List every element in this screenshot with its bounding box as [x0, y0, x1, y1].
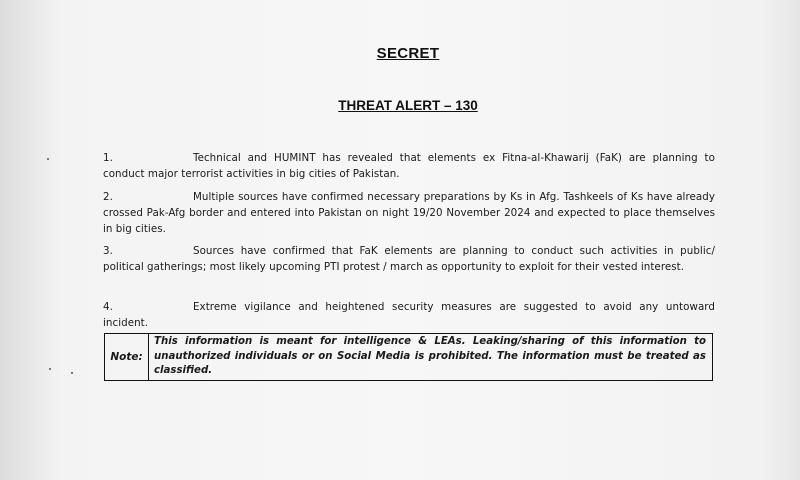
note-text: This information is meant for intelligence & LEAs. Leaking/sharing of this information to unauthorized individuals or on Social Media is prohibited. The information must be treated as classified. [154, 336, 706, 376]
scan-speck [47, 158, 49, 160]
classification-heading: SECRET [376, 45, 440, 62]
paragraph-number: 1. [103, 152, 113, 164]
paragraph-text: Sources have confirmed that FaK elements are planning to conduct such activities in public/ political gatherings; most likely upcoming PTI protest / march as opportunity to exploit for their vested interest. [103, 245, 715, 273]
paragraph-number: 4. [103, 301, 113, 313]
paragraph-number: 3. [103, 245, 113, 257]
scan-speck [49, 368, 51, 370]
paragraph-2 [103, 189, 715, 237]
paragraph-text: Extreme vigilance and heightened security measures are suggested to avoid any untoward incident. [103, 301, 715, 329]
paragraph-text: Technical and HUMINT has revealed that elements ex Fitna-al-Khawarij (FaK) are planning to conduct major terrorist activities in big cities of Pakistan. [103, 152, 715, 180]
paragraph-3 [103, 243, 715, 275]
scan-speck [71, 372, 73, 374]
paragraph-number: 2. [103, 191, 113, 203]
paragraph-text: Multiple sources have confirmed necessary preparations by Ks in Afg. Tashkeels of Ks have already crossed Pak-Afg border and entered into Pakistan on night 19/20 November 2024 and expected to place themselves in big cities. [103, 191, 715, 235]
note-box [104, 333, 713, 381]
paragraph-1 [103, 150, 715, 182]
note-label: Note: [105, 334, 149, 380]
paragraph-4 [103, 299, 715, 331]
document-title: THREAT ALERT – 130 [338, 98, 478, 113]
